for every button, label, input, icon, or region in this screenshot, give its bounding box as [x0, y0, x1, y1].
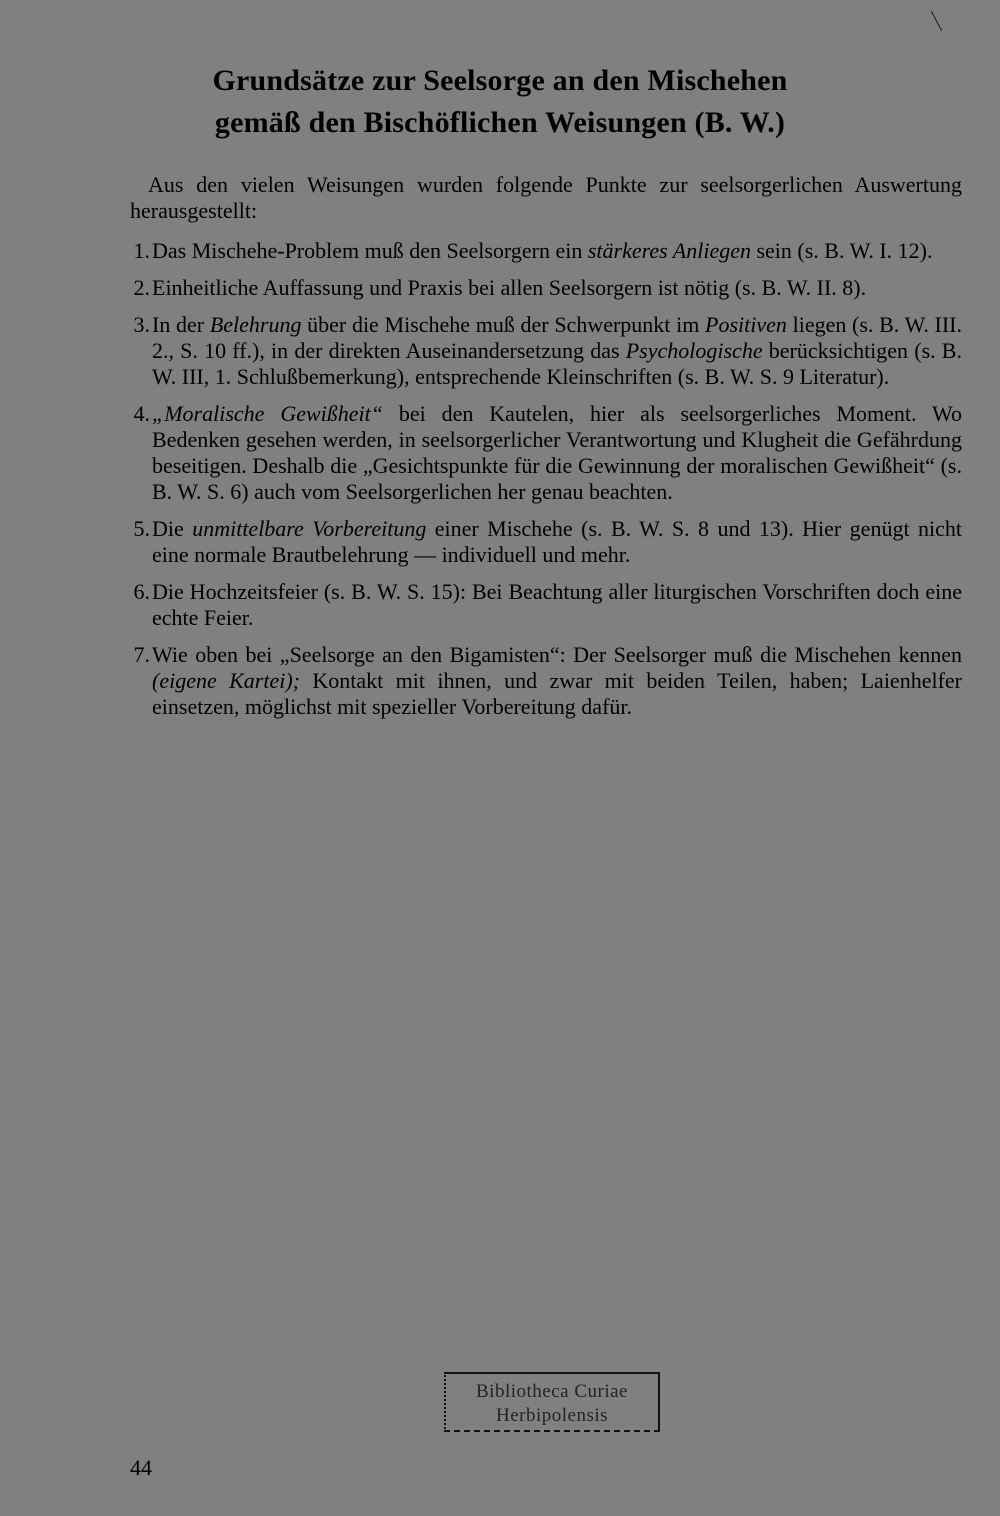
text-run: sein (s. B. W. I. 12).	[750, 238, 933, 263]
text-run: In der	[152, 312, 210, 337]
text-run: Das Mischehe-Problem muß den Seelsorgern ein	[152, 238, 588, 263]
list-item-number: 4.	[133, 401, 150, 426]
list-item	[130, 275, 962, 301]
numbered-list	[130, 238, 962, 720]
text-run: Die Hochzeitsfeier (s. B. W. S. 15): Bei Beachtung aller liturgischen Vorschriften doch eine echte Feier.	[152, 579, 962, 630]
stamp-line-1: Bibliotheca Curiae	[476, 1381, 628, 1402]
emphasized-text: (eigene Kartei);	[152, 668, 300, 693]
list-item	[130, 401, 962, 505]
list-item-number: 5.	[133, 516, 150, 541]
list-item-text	[152, 401, 962, 505]
list-item-number: 3.	[133, 312, 150, 337]
list-item	[130, 642, 962, 720]
document-title	[130, 60, 870, 144]
emphasized-text: Psychologische	[625, 338, 763, 363]
list-item-text	[152, 312, 962, 390]
library-stamp	[444, 1372, 660, 1432]
title-line-2: gemäß den Bischöflichen Weisungen (B. W.)	[214, 106, 786, 139]
document-body	[130, 172, 962, 731]
list-item-text	[152, 238, 962, 264]
corner-scan-mark	[931, 11, 942, 31]
text-run: Die	[152, 516, 193, 541]
page-number: 44	[130, 1455, 152, 1480]
list-item-text	[152, 579, 962, 631]
text-run: bei den Kautelen, hier als seelsorgerliches Moment. Wo Bedenken gesehen werden, in seelsorgerlicher Verantwortung und Klugheit die Gefährdung beseitigen. Deshalb die „Gesichtspunkte für die Gewinnung der moralischen Gewißheit“ (s. B. W. S. 6) auch vom Seelsorgerlichen her genau beachten.	[152, 401, 962, 504]
list-item	[130, 579, 962, 631]
emphasized-text: stärkeres Anliegen	[587, 238, 751, 263]
stamp-line-2: Herbipolensis	[495, 1405, 609, 1426]
title-line-1: Grundsätze zur Seelsorge an den Mischehen	[212, 64, 788, 97]
emphasized-text: Positiven	[705, 312, 787, 337]
list-item-number: 7.	[133, 642, 150, 667]
list-item	[130, 312, 962, 390]
text-run: berücksichtigen (s. B. W. III, 1. Schlußbemerkung), entsprechende Kleinschriften (s. B. W. S. 9 Literatur).	[152, 338, 962, 389]
text-run: einer Mischehe (s. B. W. S. 8 und 13). Hier genügt nicht eine normale Brautbelehrung — individuell und mehr.	[152, 516, 962, 567]
emphasized-text: Belehrung	[209, 312, 302, 337]
emphasized-text: „Moralische Gewißheit“	[152, 401, 383, 426]
text-run: liegen (s. B. W. III. 2., S. 10 ff.), in der direkten Auseinandersetzung das	[152, 312, 963, 363]
list-item	[130, 238, 962, 264]
list-item-number: 2.	[133, 275, 150, 300]
list-item-text	[152, 516, 962, 568]
intro-paragraph: Aus den vielen Weisungen wurden folgende Punkte zur seelsorgerlichen Auswertung herausgestellt:	[130, 172, 962, 223]
list-item	[130, 516, 962, 568]
text-run: über die Mischehe muß der Schwerpunkt im	[301, 312, 706, 337]
text-run: Einheitliche Auffassung und Praxis bei allen Seelsorgern ist nötig (s. B. W. II. 8).	[152, 275, 867, 300]
list-item-number: 1.	[133, 238, 150, 263]
list-item-text	[152, 275, 962, 301]
list-item-number: 6.	[133, 579, 150, 604]
text-run: Wie oben bei „Seelsorge an den Bigamisten“: Der Seelsorger muß die Mischehen kennen	[152, 642, 962, 667]
emphasized-text: unmittelbare Vorbereitung	[192, 516, 427, 541]
text-run: Kontakt mit ihnen, und zwar mit beiden Teilen, haben; Laienhelfer einsetzen, möglichst mit spezieller Vorbereitung dafür.	[152, 668, 962, 719]
list-item-text	[152, 642, 962, 720]
